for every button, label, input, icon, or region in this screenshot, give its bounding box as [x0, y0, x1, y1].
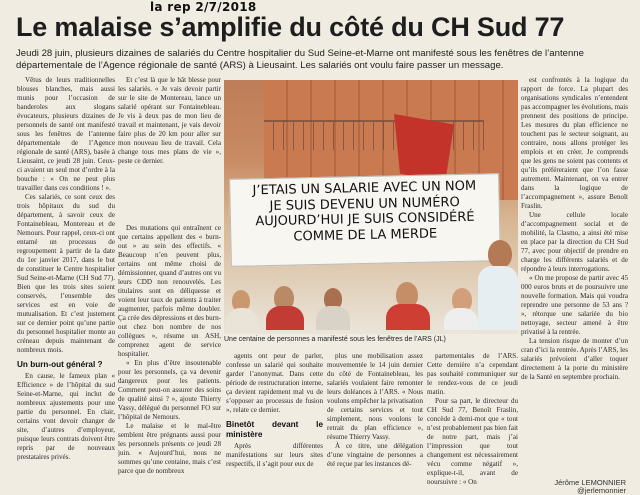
protester-shirt	[266, 306, 304, 330]
banner-line: JE SUIS DEVENU UN NUMÉRO	[269, 194, 460, 214]
paragraph: En cause, le fameux plan « Efficience » de l’hôpital du sud Seine-et-Marne, qui inclut de nombreux ajustements pour une partie du personnel. En clair, certains vont devoir changer de site, d’autres d’employeur, puisque leurs contrats doivent être repris par de nouveaux prestataires privés.	[17, 372, 115, 461]
protester	[488, 240, 512, 268]
paragraph: Ces salariés, ce sont ceux des trois hôpitaux du sud du département, à savoir ceux de Fontainebleau, Montereau et de Nemours. Pour rappel, ceux-ci ont entamé un processus de regroupement à partir de la date du 1er janvier 2017, dans le but de constituer le Centre hospitalier Sud Seine-et-Marne (CH Sud 77). Bien que les trois sites soient conservés, l’ensemble des services est en voie de mutualisation. Et c’est justement sur ce dernier point qu’une partie du personnel hospitalier monte au créneau depuis maintenant de nombreux mois.	[17, 193, 115, 354]
protester-shirt	[444, 308, 478, 330]
banner-line: AUJOURD’HUI JE SUIS CONSIDÉRÉ	[255, 209, 475, 230]
article-column-1	[17, 76, 115, 476]
section-subheading: Un burn-out général ?	[17, 360, 103, 369]
article-column-5	[427, 352, 518, 484]
paragraph: Une cellule locale d’accompagnement social et de mobilité, la Clasmo, a ainsi été mise en place par la direction du CH Sud 77, avec pour objectif de prendre en charge les différents salariés et de répondre à leurs interrogations.	[521, 211, 628, 273]
section-subheading: Binetôt devant le ministère	[226, 420, 323, 439]
paragraph: est confrontés à la logique du rapport de force. La plupart des organisations syndicales n’entendent pas accompagner les évolutions, mais prennent des positions de principe. Les mesures du plan efficience ne touchent pas le secteur soignant, au contraire, nous allons protéger les emplois et en créer. Je comprends que les gens ne soient pas contents et qu’ils préféreraient que l’on fasse autrement. Maintenant, on va entrer dans la logique de l’accompagnement », assure Benoît Fraslin.	[521, 76, 628, 210]
author-name: Jérôme LEMONNIER	[554, 478, 626, 487]
handwritten-date-note: la rep 2/7/2018	[150, 0, 257, 14]
article-lead: Jeudi 28 juin, plusieurs dizaines de salariés du Centre hospitalier du Sud Seine-et-Marne ont manifesté sous les fenêtres de l’antenne départementale de l’Agence régionale de santé (ARS) à Lieusaint. Les salariés ont voulu faire passer un message.	[16, 48, 584, 71]
paragraph: « En plus d’être insoutenable pour les personnels, ça va devenir dangereux pour les patients. Comment peut-on assurer des soins de qualité ainsi ? », ajoute Thierry Vassy, délégué du personnel FO sur l’hôpital de Nemours.	[118, 359, 221, 421]
protest-photo	[224, 80, 518, 334]
paragraph: « On me propose de partir avec 45 000 euros bruts et de poursuivre une nouvelle formation. Mais qui voudra reprendre une personne de 53 ans ? », rétorque une salariée du bio nettoyage, secteur amené à être privatisé à la rentrée.	[521, 274, 628, 336]
protester-shirt	[316, 306, 350, 330]
crowd-of-protesters	[224, 250, 518, 320]
article-column-4	[327, 352, 423, 484]
paragraph: agents ont peur de parler, confesse un salarié qui souhaite garder l’anonymat. Dans cette période de restructuration interne, ça devient rapidement mal vu de s’opposer au processus de fusion », relate ce dernier.	[226, 352, 323, 414]
protester-shirt	[386, 304, 430, 330]
author-handle: @jerlemonnier	[577, 486, 626, 495]
paragraph: La tension risque de monter d’un cran d’ici la rentrée. Après l’ARS, les salariés prévoient d’aller toquer directement à la porte du ministère de la Santé en septembre prochain.	[521, 337, 628, 381]
paragraph: partementales de l’ARS. Cette dernière n’a cependant pas souhaité communiquer sur le rendez-vous de ce jeudi matin.	[427, 352, 518, 396]
author-credit	[540, 479, 626, 495]
article-column-6	[521, 76, 628, 480]
paragraph: Et c’est là que le bât blesse pour les salariés. « Je vais devoir partir sur le site de Montereau, lance un salarié opérant sur Fontainebleau. Je vis à deux pas de mon lieu de travail et maintenant, je vais devoir faire plus de 20 km pour aller sur mon nouveau lieu de travail. Cela change tous mes plans de vie », peste ce dernier.	[118, 76, 221, 165]
paragraph: À ce titre, une délégation d’une vingtaine de personnes a été reçue par les instances dé-	[327, 442, 423, 468]
article-column-3	[226, 352, 323, 484]
article-column-2-top	[118, 76, 221, 222]
paragraph: Après différentes manifestations sur leurs sites respectifs, il s’agit pour eux de	[226, 442, 323, 468]
photo-caption: Une centaine de personnes a manifesté sous les fenêtres de l’ARS (JL)	[224, 334, 518, 346]
protester-shirt	[226, 308, 258, 328]
protester-shirt	[478, 266, 518, 330]
paragraph: plus une mobilisation assez mouvementée le 14 juin dernier du côté de Fontainebleau, les salariés voulaient faire remonter leurs doléances à l’ARS. « Nous voulons empêcher la privatisation de certains services et tout simplement, nous voulons le retrait du plan efficience », résume Thierry Vassy.	[327, 352, 423, 441]
article-column-2	[118, 224, 221, 486]
paragraph: Pour sa part, le directeur du CH Sud 77, Benoît Fraslin, concède à demi-mot que « tout n’est probablement pas bien fait de notre part, mais j’ai l’impression que tout changement est nécessairement vécu comme négatif », explique-t-il, avant de poursuivre : « On	[427, 397, 518, 484]
article-headline: Le malaise s’amplifie du côté du CH Sud 77	[16, 12, 565, 42]
banner-line: J’ETAIS UN SALARIE AVEC UN NOM	[252, 178, 477, 199]
paragraph: Le malaise et le mal-être semblent être prégnants aussi pour les personnels présents ce jeudi 28 juin. « Aujourd’hui, nous ne sommes qu’une centaine, mais c’est parce que de nombreux	[118, 422, 221, 475]
paragraph: Des mutations qui entraînent ce que certains appellent des « burn-out » au sein des effectifs. « Beaucoup n’en peuvent plus, certains ont même choisi de démissionner, quand d’autres ont vu leurs CDD non renouvelés. Les titulaires sont en déliquesse et voient leur taux de patients à traiter augmenter, parfois même doubler. Ça crée des dépressions et des burn-out chez bon nombre de nos collègues », résume un ASH, comprenez agent de service hospitalier.	[118, 224, 221, 358]
paragraph: Vêtus de leurs traditionnelles blouses blanches, mais aussi munis pour l’occasion de banderoles aux slogans évocateurs, plusieurs dizaines de personnels de santé ont manifesté sous les fenêtres de l’antenne départementale de l’Agence régionale de santé (ARS), basée à Lieusaint, ce jeudi 28 juin. Ceux-ci avaient un seul mot d’ordre à la bouche : « On ne peut plus travailler dans ces conditions ! ».	[17, 76, 115, 192]
banner-line: COMME DE LA MERDE	[293, 225, 438, 244]
